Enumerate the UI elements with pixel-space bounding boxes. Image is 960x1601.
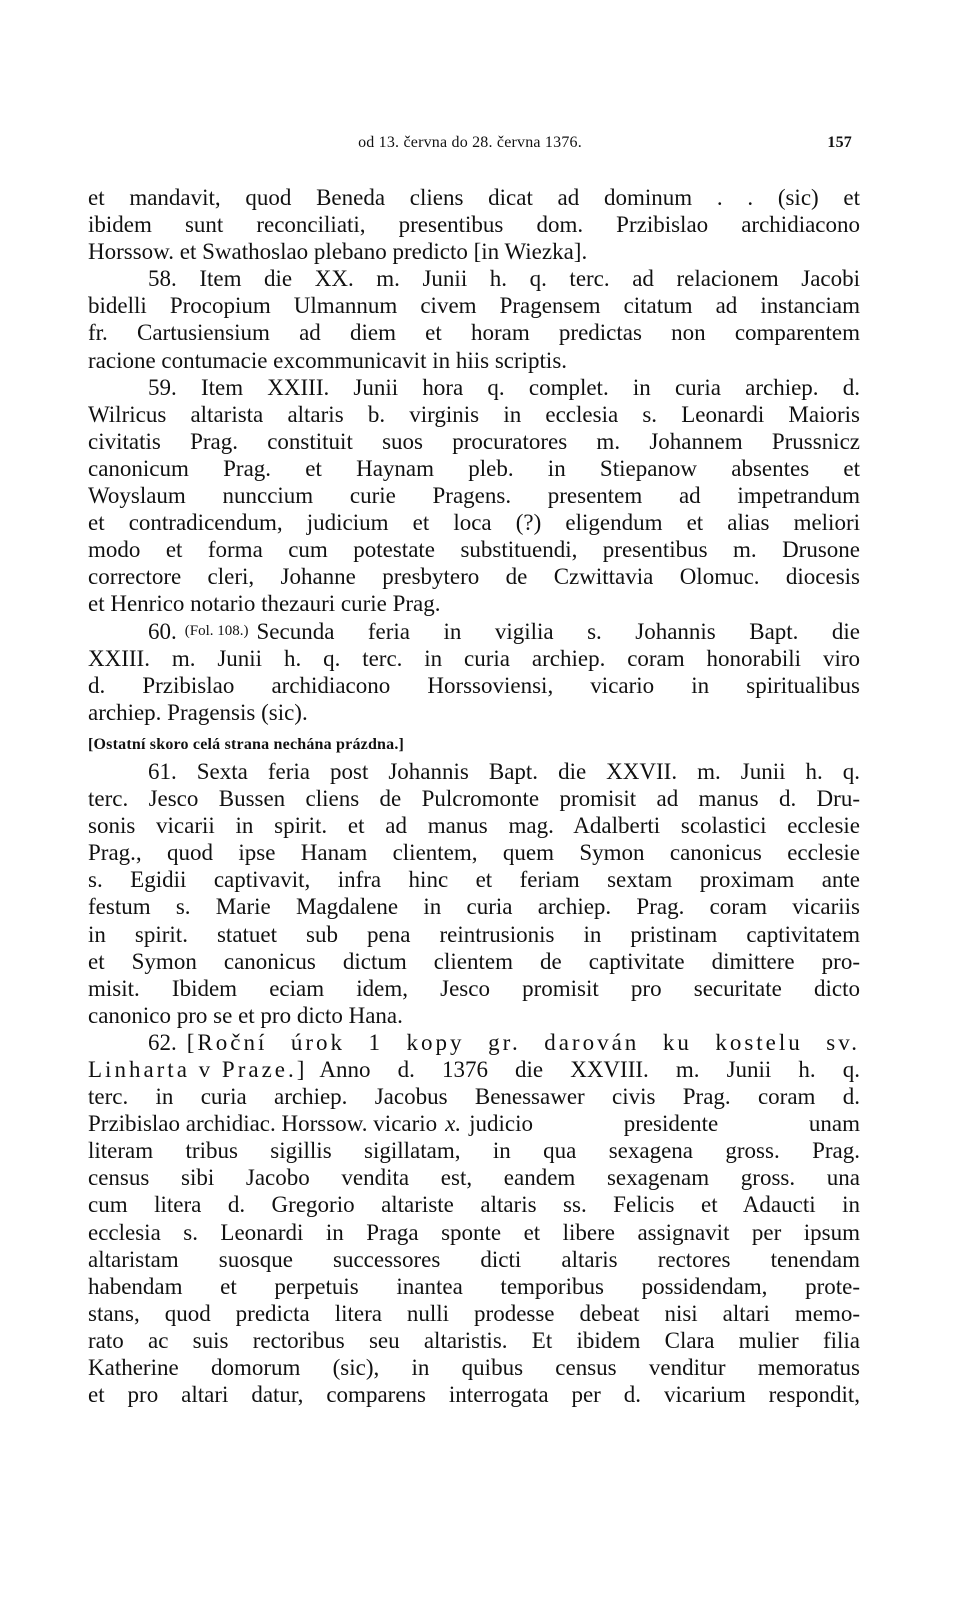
text-line: Horssow. et Swathoslao plebano predicto [in Wiezka]. — [88, 239, 588, 265]
text-line: correctore cleri, Johanne presbytero de Czwittavia Olomuc. diocesis — [88, 564, 860, 590]
text-line: habendam et perpetuis inantea temporibus possidendam, prote- — [88, 1273, 860, 1299]
text-line: Prag., quod ipse Hanam clientem, quem Symon canonicus ecclesie — [88, 840, 860, 866]
entry-58-start: 58. Item die XX. m. Junii h. q. terc. ad relacionem Jacobi — [148, 266, 860, 292]
text-line: XXIII. m. Junii h. q. terc. in curia archiep. coram honorabili viro — [88, 645, 860, 671]
text-line: stans, quod predicta litera nulli prodesse debeat nisi altari memo- — [88, 1300, 860, 1326]
text-line: modo et forma cum potestate substituendi, presentibus m. Drusone — [88, 537, 860, 563]
text-line: racione contumacie excommunicavit in hiis scriptis. — [88, 347, 568, 373]
text-line: cum litera d. Gregorio altariste altaris ss. Felicis et Adaucti in — [88, 1192, 860, 1218]
text-line: in spirit. statuet sub pena reintrusionis in pristinam captivitatem — [88, 921, 860, 947]
text-line: et pro altari datur, comparens interrogata per d. vicarium respondit, — [88, 1382, 860, 1408]
entry-number: 62. — [148, 1029, 177, 1055]
text-line: civitatis Prag. constituit suos procuratores m. Johannem Prussnicz — [88, 428, 860, 454]
text-line: archiep. Pragensis (sic). — [88, 699, 308, 725]
text-line: rato ac suis rectoribus seu altaristis. Et ibidem Clara mulier filia — [88, 1327, 860, 1353]
text-line: fr. Cartusiensium ad diem et horam predictas non comparentem — [88, 320, 860, 346]
text-line: ibidem sunt reconciliati, presentibus dom. Przibislao archidiacono — [88, 212, 860, 238]
entry-59-start: 59. Item XXIII. Junii hora q. complet. in curia archiep. d. — [148, 374, 860, 400]
text-line: Katherine domorum (sic), in quibus census venditur memoratus — [88, 1355, 860, 1381]
text-line: festum s. Marie Magdalene in curia archiep. Prag. coram vicariis — [88, 894, 860, 920]
text-line: census sibi Jacobo vendita est, eandem sexagenam gross. una — [88, 1165, 860, 1191]
entry-61-start: 61. Sexta feria post Johannis Bapt. die XXVII. m. Junii h. q. — [148, 758, 860, 784]
running-title: od 13. června do 28. června 1376. — [358, 134, 582, 151]
text-line: altaristam suosque successores dicti altaris rectores tenendam — [88, 1246, 860, 1272]
folio-marker: (Fol. 108.) — [184, 622, 249, 639]
text-line: et mandavit, quod Beneda cliens dicat ad dominum . . (sic) et — [88, 185, 860, 210]
text-line: canonico pro se et pro dicto Hana. — [88, 1002, 403, 1028]
czech-heading-continued: Linharta v Praze.] — [88, 1057, 308, 1082]
text-segment: Przibislao archidiac. Horssow. vicario — [88, 1111, 438, 1137]
text-line: literam tribus sigillis sigillatam, in qua sexagena gross. Prag. — [88, 1138, 860, 1164]
abbrev-x: x. — [445, 1111, 462, 1137]
text-line: et Henrico notario thezauri curie Prag. — [88, 591, 441, 617]
text-line: misit. Ibidem eciam idem, Jesco promisit pro securitate dicto — [88, 975, 860, 1001]
text-line: d. Przibislao archidiacono Horssoviensi, vicario in spiritualibus — [88, 672, 860, 698]
text-line: sonis vicarii in spirit. et ad manus mag. Adalberti scolastici ecclesie — [88, 813, 860, 839]
running-header — [88, 134, 852, 160]
text-line — [88, 1056, 860, 1083]
text-line: Woyslaum nunccium curie Pragens. presentem ad impetrandum — [88, 483, 860, 509]
page-number: 157 — [827, 134, 852, 151]
text-line: et contradicendum, judicium et loca (?) eligendum et alias meliori — [88, 510, 860, 536]
entry-60-start — [88, 618, 860, 645]
text-line — [88, 1110, 860, 1137]
text-segment: Secunda feria in vigilia s. Johannis Bapt. die — [256, 618, 860, 644]
text-line: et Symon canonicus dictum clientem de captivitate dimittere pro- — [88, 948, 860, 974]
text-line: canonicum Prag. et Haynam pleb. in Stiepanow absentes et — [88, 455, 860, 481]
body-text — [88, 184, 860, 1408]
text-line: Wilricus altarista altaris b. virginis in ecclesia s. Leonardi Maioris — [88, 401, 860, 427]
text-line: s. Egidii captivavit, infra hinc et feriam sextam proximam ante — [88, 867, 860, 893]
editorial-note: [Ostatní skoro celá strana nechána prázdna.] — [88, 735, 405, 753]
czech-heading: [Roční úrok 1 kopy gr. darován ku kostelu sv. — [186, 1029, 860, 1055]
entry-number: 60. — [148, 618, 177, 644]
text-line: terc. in curia archiep. Jacobus Benessawer civis Prag. coram d. — [88, 1084, 860, 1110]
text-line: bidelli Procopium Ulmannum civem Pragensem citatum ad instanciam — [88, 293, 860, 319]
text-line: ecclesia s. Leonardi in Praga sponte et libere assignavit per ipsum — [88, 1219, 860, 1245]
text-line: terc. Jesco Bussen cliens de Pulcromonte promisit ad manus d. Dru- — [88, 786, 860, 812]
entry-62-start — [88, 1029, 860, 1056]
text-segment: Anno d. 1376 die XXVIII. m. Junii h. q. — [319, 1057, 860, 1082]
text-segment: judicio presidente unam — [469, 1111, 860, 1137]
